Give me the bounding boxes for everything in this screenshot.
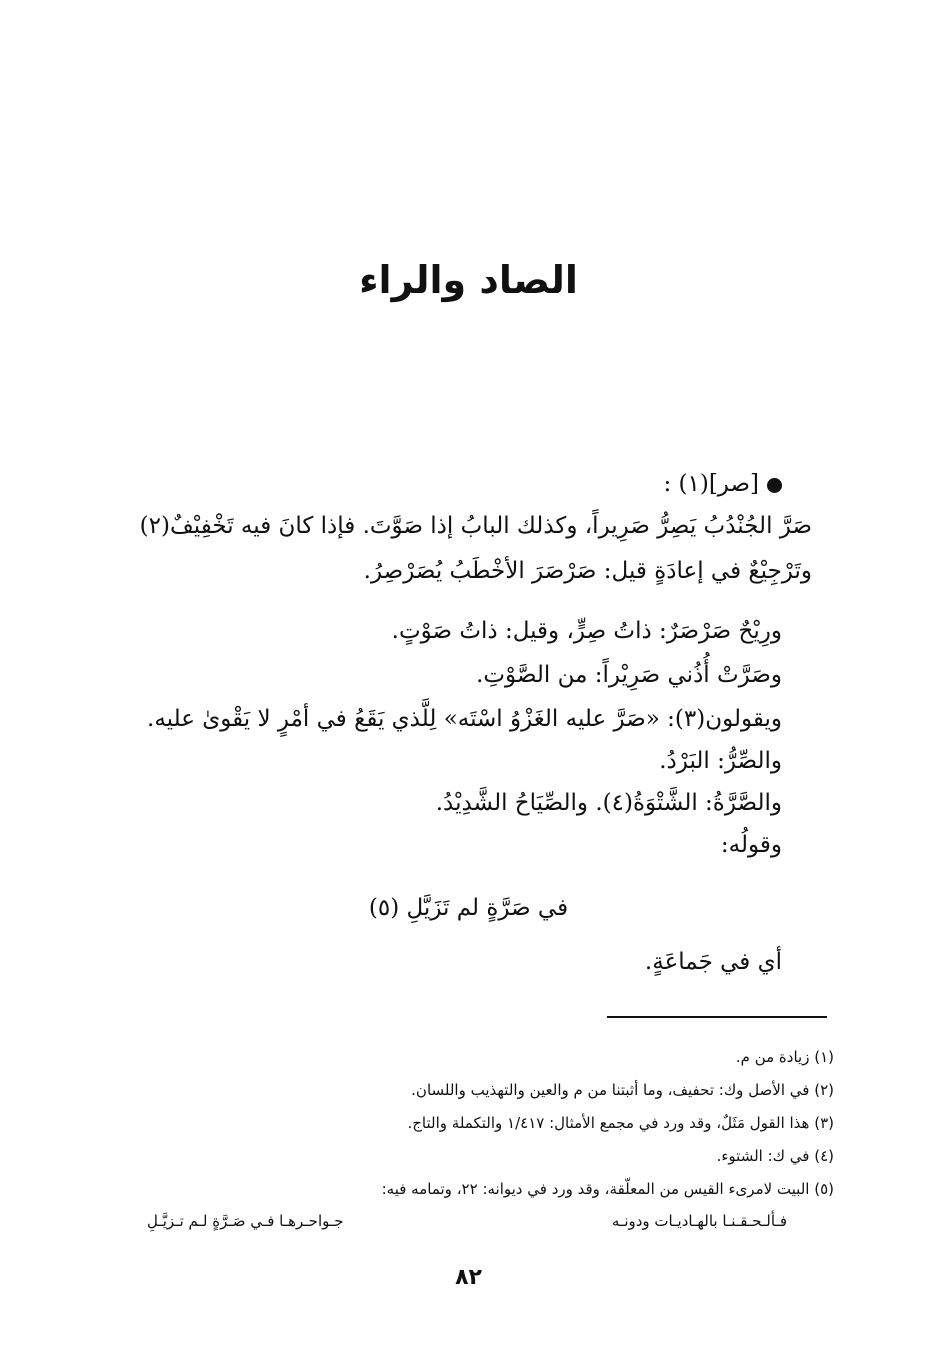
quoted-verse: في صَرَّةٍ لم تَزَيَّلِ (٥) [368,895,569,921]
footnote-verse-first-hemistich: فـألـحـقـنـا بالهـاديـات ودونـه [611,1212,787,1230]
entry-line: ورِيْحٌ صَرْصَرٌ: ذاتُ صِرٍّ، وقيل: ذاتُ صَوْتٍ. [391,618,782,644]
footnote: (٤) في ك: الشتوء. [716,1147,834,1165]
entry-line: وقولُه: [720,832,782,858]
page-number: ٨٢ [455,1265,482,1290]
footnote-verse [147,1210,787,1232]
chapter-title: الصاد والراء [359,258,578,302]
entry-line: وصَرَّتْ أُذُني صَرِيْراً: من الصَّوْتِ. [476,662,782,688]
footnote: (٢) في الأصل وك: تحفيف، وما أثبتنا من م والعين والتهذيب واللسان. [411,1081,834,1099]
footnote: (٥) البيت لامرىء القيس من المعلّقة، وقد ورد في ديوانه: ٢٢، وتمامه فيه: [381,1180,834,1198]
entry-line: ويقولون(٣): «صَرَّ عليه الغَزْوُ اسْتَه» لِلَّذي يَقَعُ في أمْرٍ لا يَقْوىٰ عليه. [147,706,782,732]
bullet-icon [767,478,782,493]
entry-line: صَرَّ الجُنْدُبُ يَصِرُّ صَرِيراً، وكذلك البابُ إذا صَوَّتَ. فإذا كانَ فيه تَخْفِيْفٌ(٢) [139,513,812,539]
entry-gloss: أي في جَماعَةٍ. [644,949,782,975]
entry-line: والصِّرُّ: البَرْدُ. [659,748,782,774]
footnote-separator [607,1016,827,1018]
footnote: (٣) هذا القول مَثَلٌ، وقد ورد في مجمع الأمثال: ١/٤١٧ والتكملة والتاج. [407,1114,834,1132]
entry-line: والصَّرَّةُ: الشَّتْوَةُ(٤). والصِّيَاحُ الشَّدِيْدُ. [435,790,782,816]
entry-line: وتَرْجِيْعٌ في إعادَةٍ قيل: صَرْصَرَ الأخْطَبُ يُصَرْصِرُ. [363,558,812,584]
footnote-verse-second-hemistich: جـواحـرهـا فـي صَـرَّةٍ لـم تـزيَّـلِ [147,1212,344,1230]
entry-headword: [صر](١) : [663,471,759,497]
entry-headword-line [663,468,782,500]
footnote: (١) زيادة من م. [735,1048,834,1066]
